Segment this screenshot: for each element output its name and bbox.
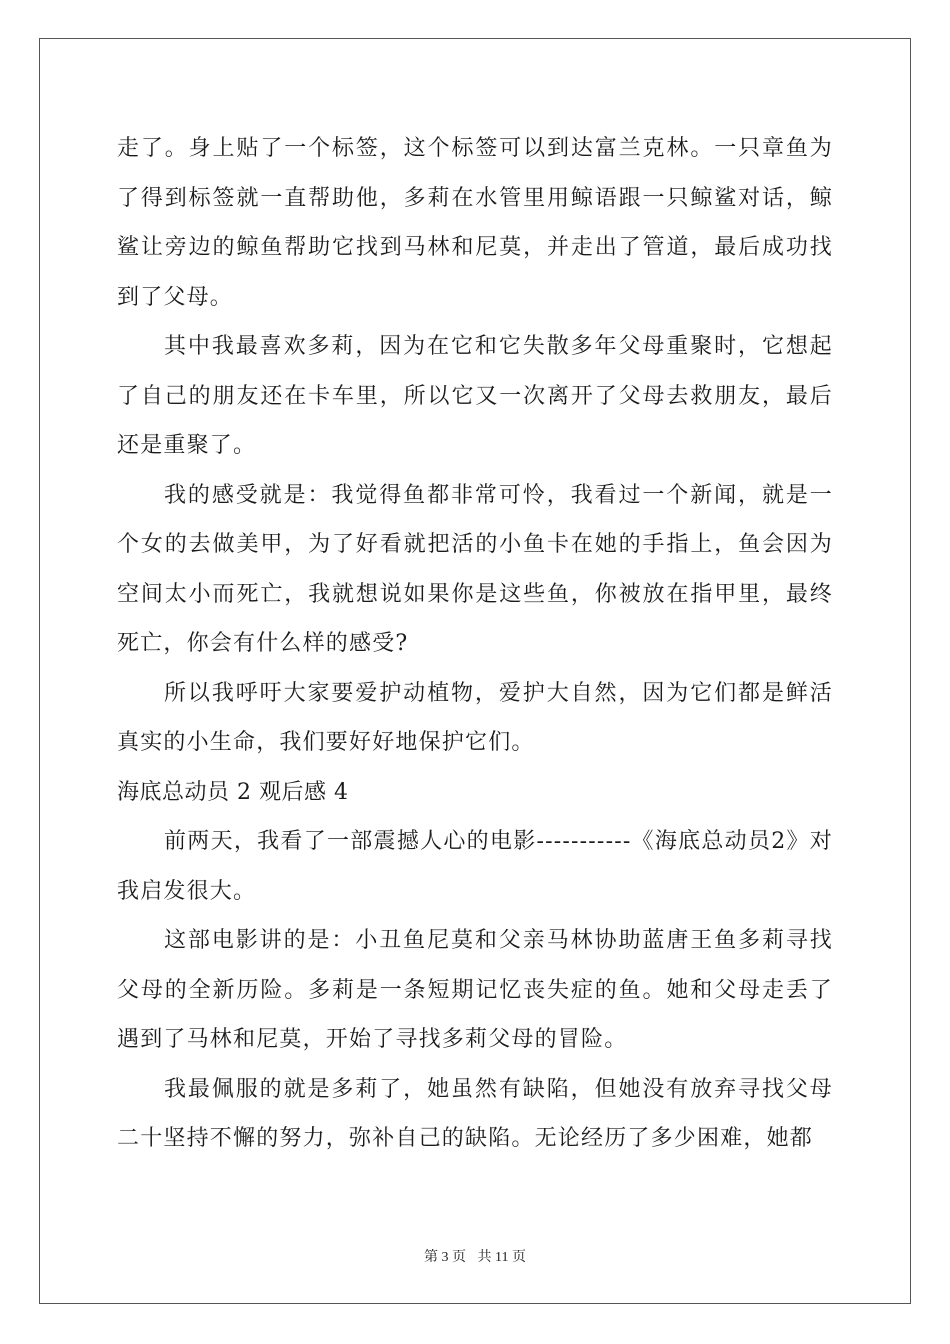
- paragraph-6: 这部电影讲的是：小丑鱼尼莫和父亲马林协助蓝唐王鱼多莉寻找父母的全新历险。多莉是一条短期记忆丧失症的鱼。她和父母走丢了遇到了马林和尼莫，开始了寻找多莉父母的冒险。: [117, 928, 833, 1052]
- paragraph-1: 走了。身上贴了一个标签，这个标签可以到达富兰克林。一只章鱼为了得到标签就一直帮助他，多莉在水管里用鲸语跟一只鲸鲨对话，鲸鲨让旁边的鲸鱼帮助它找到马林和尼莫，并走出了管道，最后成功找到了父母。: [117, 136, 833, 310]
- paragraph-2: 其中我最喜欢多莉，因为在它和它失散多年父母重聚时，它想起了自己的朋友还在卡车里，所以它又一次离开了父母去救朋友，最后还是重聚了。: [117, 334, 833, 458]
- document-body: [117, 124, 833, 1164]
- page-total: 共 11 页: [477, 1250, 526, 1265]
- paragraph-5: 前两天，我看了一部震撼人心的电影-----------《海底总动员2》对我启发很大。: [117, 829, 833, 904]
- section-heading: 海底总动员 2 观后感 4: [117, 779, 349, 805]
- page-number: 第 3 页: [424, 1250, 466, 1265]
- paragraph-7: 我最佩服的就是多莉了，她虽然有缺陷，但她没有放弃寻找父母二十坚持不懈的努力，弥补自己的缺陷。无论经历了多少困难，她都: [117, 1076, 833, 1151]
- page-footer: [0, 1246, 950, 1266]
- paragraph-3: 我的感受就是：我觉得鱼都非常可怜，我看过一个新闻，就是一个女的去做美甲，为了好看就把活的小鱼卡在她的手指上，鱼会因为空间太小而死亡，我就想说如果你是这些鱼，你被放在指甲里，最终死亡，你会有什么样的感受?: [117, 482, 833, 656]
- paragraph-4: 所以我呼吁大家要爱护动植物，爱护大自然，因为它们都是鲜活真实的小生命，我们要好好地保护它们。: [117, 680, 833, 755]
